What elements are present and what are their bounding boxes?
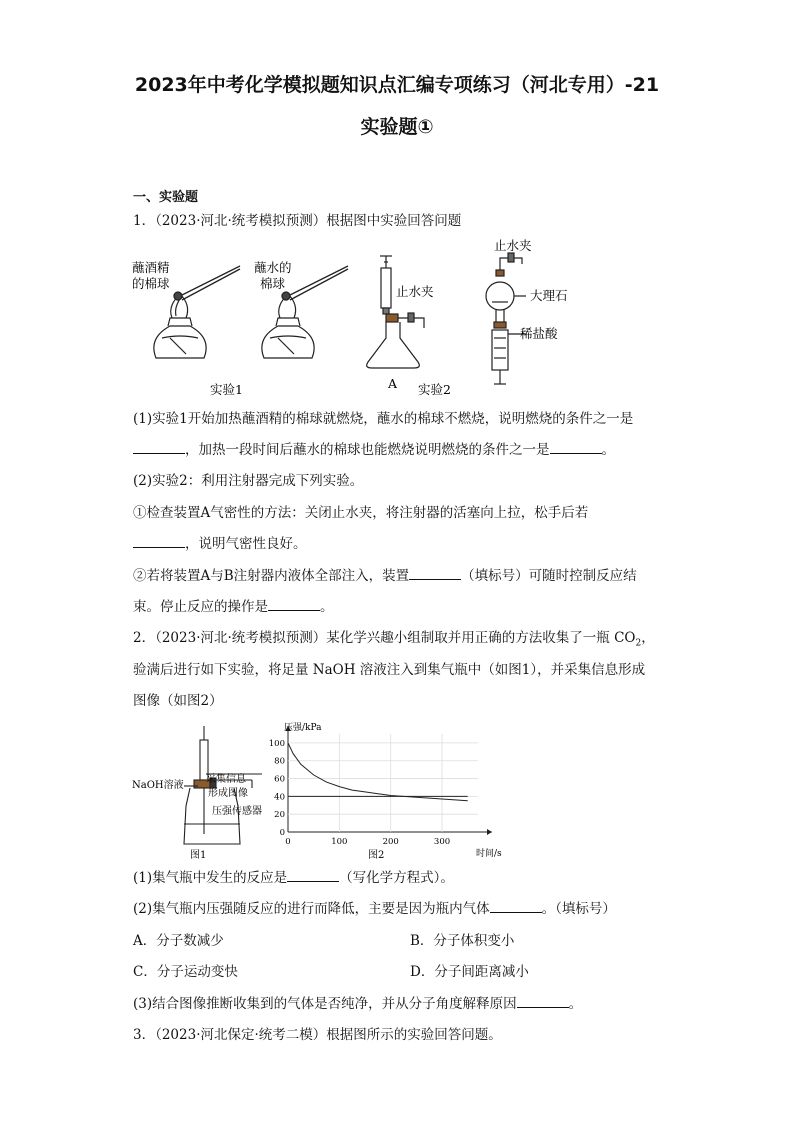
answer-blank[interactable] bbox=[550, 441, 602, 454]
option-a[interactable]: A．分子数减少 bbox=[133, 933, 224, 949]
tongs-2 bbox=[282, 266, 348, 300]
series-line-1 bbox=[288, 743, 468, 801]
label-collect: 采集信息 bbox=[206, 774, 246, 785]
q2-figure2-chart bbox=[262, 716, 522, 861]
q1-part2: (2)实验2：利用注射器完成下列实验。 bbox=[133, 473, 364, 489]
y-tick-label: 0 bbox=[279, 828, 285, 838]
label-acid: 稀盐酸 bbox=[520, 326, 558, 341]
answer-blank[interactable] bbox=[409, 567, 461, 580]
answer-blank[interactable] bbox=[133, 535, 185, 548]
page-title: 2023年中考化学模拟题知识点汇编专项练习（河北专用）-21 bbox=[134, 74, 660, 96]
apparatus-b bbox=[486, 253, 526, 384]
q1-part2-1a: ①检查装置A气密性的方法：关闭止水夹，将注射器的活塞向上拉，松手后若 bbox=[133, 505, 589, 521]
alcohol-lamp-2 bbox=[262, 294, 314, 358]
fig1-caption: 图1 bbox=[190, 850, 207, 861]
label-clip-b: 止水夹 bbox=[494, 238, 532, 253]
x-tick-label: 100 bbox=[331, 837, 348, 847]
label-a: A bbox=[388, 376, 398, 391]
q2-part1: (1)集气瓶中发生的反应是 （写化学方程式）。 bbox=[133, 870, 454, 886]
q2-figure1 bbox=[130, 716, 280, 861]
label-water-2: 棉球 bbox=[260, 276, 286, 291]
x-tick-label: 0 bbox=[285, 837, 291, 847]
q1-figure bbox=[128, 238, 608, 403]
q1-part2-1b: ，说明气密性良好。 bbox=[133, 535, 307, 553]
label-naoh: NaOH溶液 bbox=[132, 780, 184, 791]
alcohol-lamp-1 bbox=[154, 294, 206, 358]
q2-part3: (3)结合图像推断收集到的气体是否纯净，并从分子角度解释原因 。 bbox=[133, 996, 583, 1012]
label-clip-a: 止水夹 bbox=[396, 284, 434, 299]
x-axis-arrow bbox=[487, 829, 492, 835]
label-water-1: 蘸水的 bbox=[254, 260, 292, 275]
y-tick-label: 20 bbox=[274, 810, 285, 821]
y-tick-label: 60 bbox=[274, 774, 285, 785]
caption-exp2: 实验2 bbox=[418, 382, 451, 397]
answer-blank[interactable] bbox=[268, 598, 320, 611]
answer-blank[interactable] bbox=[490, 900, 542, 913]
caption-exp1: 实验1 bbox=[210, 382, 243, 397]
option-c[interactable]: C．分子运动变快 bbox=[133, 964, 238, 980]
x-tick-label: 300 bbox=[433, 837, 451, 847]
q1-part1-line2: ，加热一段时间后蘸水的棉球也能燃烧说明燃烧的条件之一是 。 bbox=[133, 441, 615, 459]
label-alcohol-1: 蘸酒精 bbox=[132, 260, 170, 275]
q3-stem: 3．（2023·河北保定·统考二模）根据图所示的实验回答问题。 bbox=[133, 1027, 502, 1043]
fig2-caption: 图2 bbox=[368, 850, 385, 861]
label-sensor: 压强传感器 bbox=[212, 806, 262, 817]
tongs-1 bbox=[174, 266, 240, 300]
y-tick-label: 80 bbox=[274, 756, 285, 767]
option-b[interactable]: B．分子体积变小 bbox=[410, 933, 515, 949]
y-axis-label: 压强/kPa bbox=[284, 723, 322, 733]
q2-stem-line2: 验满后进行如下实验，将足量 NaOH 溶液注入到集气瓶中（如图1），并采集信息形成 bbox=[133, 662, 646, 678]
apparatus-a bbox=[367, 256, 424, 368]
q1-part1-a: (1)实验1开始加热蘸酒精的棉球就燃烧，蘸水的棉球不燃烧，说明燃烧的条件之一是 bbox=[133, 411, 634, 427]
q2-stem-line1: 2．（2023·河北·统考模拟预测）某化学兴趣小组制取并用正确的方法收集了一瓶 $CO_2$， bbox=[133, 630, 655, 649]
answer-blank[interactable] bbox=[517, 995, 569, 1008]
x-axis-label: 时间/s bbox=[476, 849, 502, 859]
q1-part2-2a: ②若将装置A与B注射器内液体全部注入，装置 （填标号）可随时控制反应结 bbox=[133, 568, 637, 584]
answer-blank[interactable] bbox=[133, 441, 185, 454]
x-tick-label: 200 bbox=[382, 837, 399, 847]
page-subtitle: 实验题① bbox=[360, 116, 434, 138]
label-marble: 大理石 bbox=[530, 288, 568, 303]
section-heading: 一、实验题 bbox=[133, 190, 199, 205]
label-alcohol-2: 的棉球 bbox=[132, 276, 170, 291]
label-form: 形成图像 bbox=[208, 788, 248, 799]
answer-blank[interactable] bbox=[287, 869, 339, 882]
q2-part2: (2)集气瓶内压强随反应的进行而降低，主要是因为瓶内气体 。（填标号） bbox=[133, 901, 616, 917]
q1-part2-2b: 束。停止反应的操作是 。 bbox=[133, 599, 334, 615]
option-d[interactable]: D．分子间距离减小 bbox=[410, 964, 529, 980]
y-tick-label: 100 bbox=[268, 738, 285, 749]
y-tick-label: 40 bbox=[274, 792, 285, 803]
q1-stem: 1．（2023·河北·统考模拟预测）根据图中实验回答问题 bbox=[133, 213, 462, 229]
q2-stem-line3: 图像（如图2） bbox=[133, 693, 223, 709]
